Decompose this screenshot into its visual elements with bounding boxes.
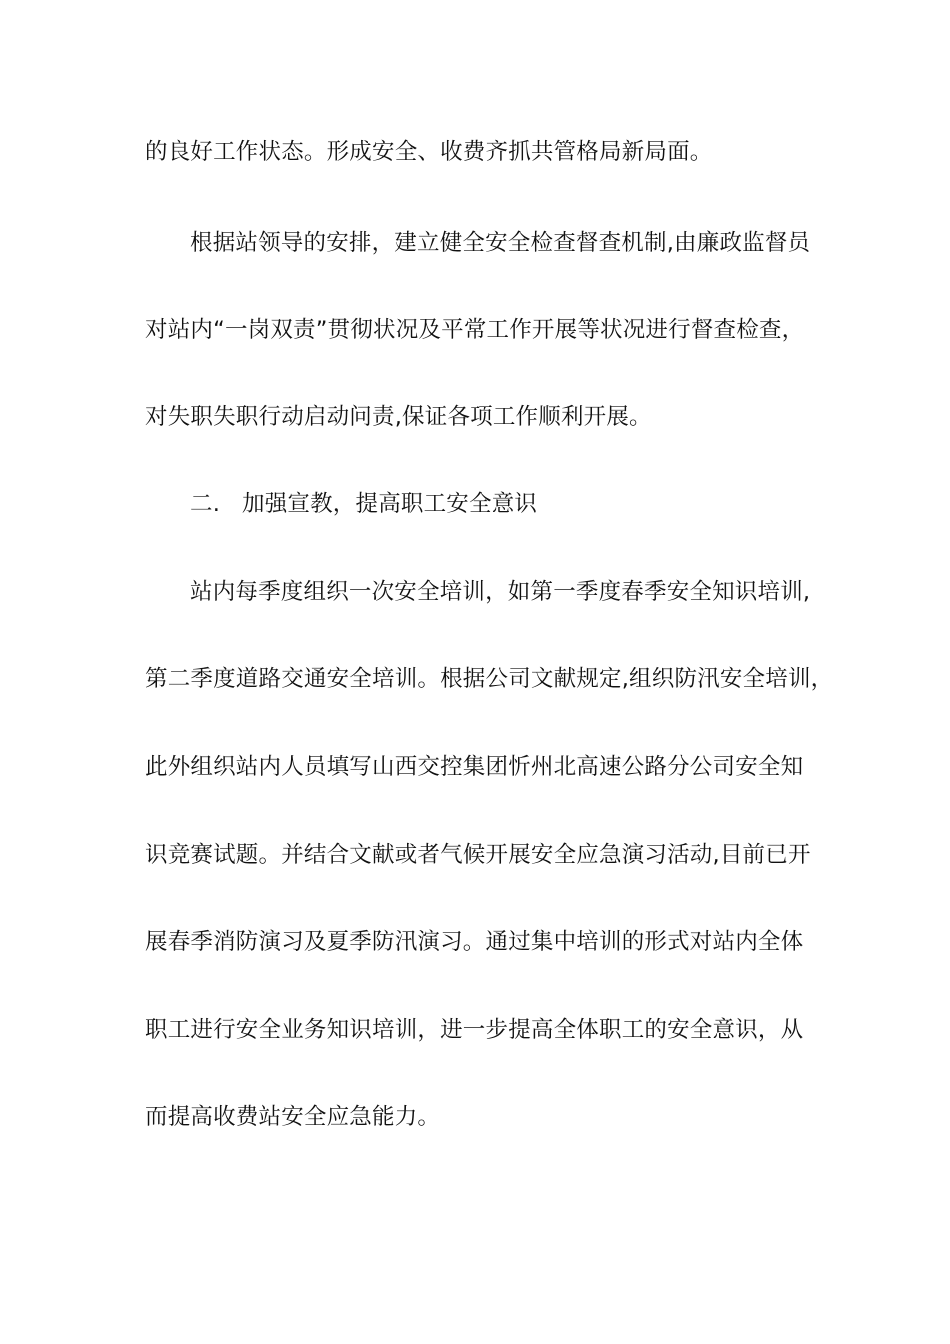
paragraph-line: 第二季度道路交通安全培训。根据公司文献规定,组织防汛安全培训， (145, 666, 834, 692)
paragraph-line: 识竞赛试题。并结合文献或者气候开展安全应急演习活动,目前已开 (145, 842, 811, 868)
paragraph-line: 站内每季度组织一次安全培训，如第一季度春季安全知识培训, (190, 579, 811, 605)
paragraph-line: 对站内“一岗双责”贯彻状况及平常工作开展等状况进行督查检查， (145, 317, 805, 343)
paragraph-line: 对失职失职行动启动问责,保证各项工作顺利开展。 (145, 404, 652, 430)
paragraph-line: 的良好工作状态。形成安全、收费齐抓共管格局新局面。 (145, 139, 713, 165)
section-heading-number: 二. (190, 491, 221, 517)
paragraph-line: 此外组织站内人员填写山西交控集团忻州北高速公路分公司安全知 (145, 754, 804, 780)
paragraph-line: 职工进行安全业务知识培训，进一步提高全体职工的安全意识，从 (145, 1017, 804, 1043)
paragraph-line: 根据站领导的安排，建立健全安全检查督查机制,由廉政监督员 (190, 230, 811, 256)
paragraph-line: 展春季消防演习及夏季防汛演习。通过集中培训的形式对站内全体 (145, 929, 804, 955)
section-heading (190, 489, 870, 519)
paragraph-line: 而提高收费站安全应急能力。 (145, 1104, 441, 1130)
section-heading-text: 加强宣教，提高职工安全意识 (242, 491, 538, 517)
